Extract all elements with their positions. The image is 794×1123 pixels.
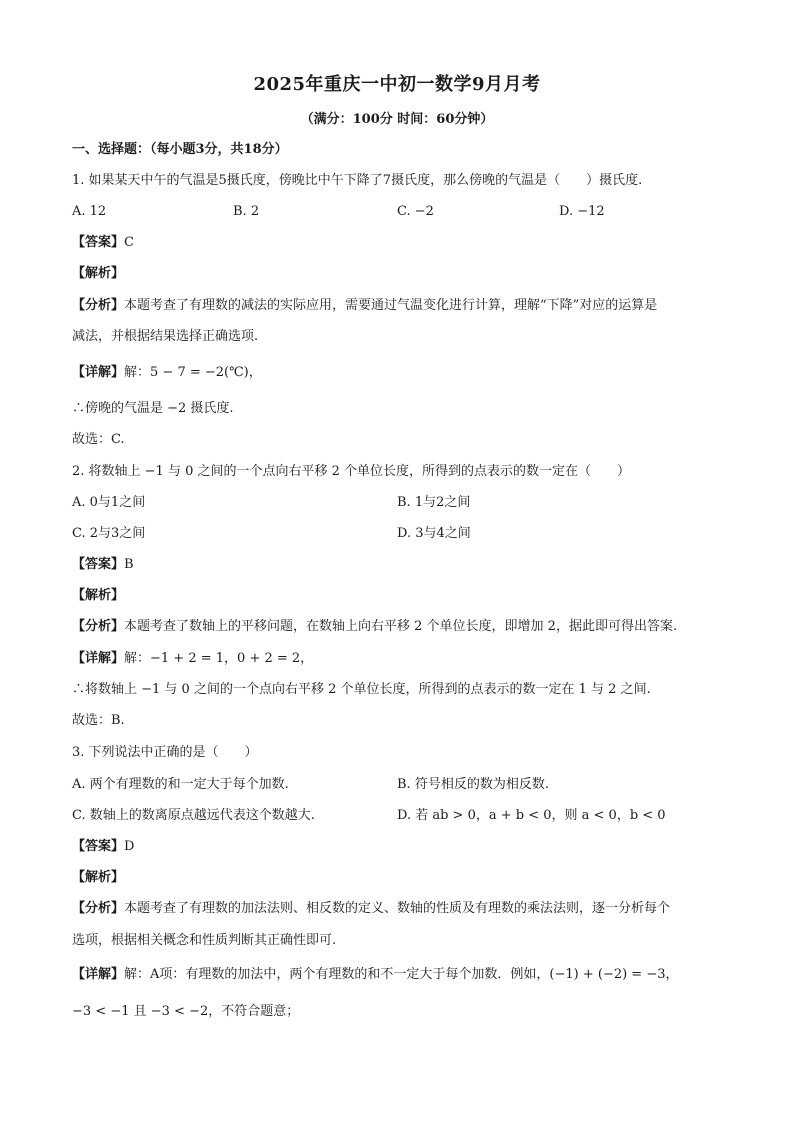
answer-value: B	[124, 557, 134, 572]
q1-option-a: A. 12	[72, 204, 107, 219]
q2-choose: 故选：B.	[72, 713, 125, 728]
page-subtitle: （满分：100分 时间：60分钟）	[300, 112, 494, 127]
q3-option-c: C. 数轴上的数离原点越远代表这个数越大.	[72, 808, 315, 823]
detail-text: 解：−1 + 2 = 1，0 + 2 = 2，	[124, 651, 314, 666]
q1-option-b: B. 2	[233, 204, 260, 219]
q2-fenxi	[72, 618, 677, 636]
q1-option-d: D. −12	[559, 204, 605, 219]
q2-detail-cont: ∴将数轴上 −1 与 0 之间的一个点向右平移 2 个单位长度，所得到的点表示的数一定在 1 与 2 之间.	[72, 682, 651, 697]
answer-value: C	[124, 235, 134, 250]
q3-option-d: D. 若 ab > 0，a + b < 0，则 a < 0，b < 0	[397, 808, 666, 823]
q2-detail	[72, 650, 313, 668]
q1-detail	[72, 364, 262, 382]
detail-tag: 【详解】	[72, 967, 125, 982]
q2-option-b: B. 1与2之间	[397, 495, 471, 510]
q1-fenxi	[72, 297, 657, 315]
q2-stem: 2. 将数轴上 −1 与 0 之间的一个点向右平移 2 个单位长度，所得到的点表示的数一定在（ ）	[72, 464, 631, 479]
detail-text: 解：5 − 7 = −2(℃)，	[124, 365, 262, 380]
q2-answer	[72, 556, 134, 574]
fenxi-text: 本题考查了数轴上的平移问题，在数轴上向右平移 2 个单位长度，即增加 2，据此即可得出答案.	[124, 619, 678, 634]
q3-detail-cont: −3 < −1 且 −3 < −2，不符合题意；	[72, 1004, 300, 1019]
section-heading: 一、选择题：（每小题3分，共18分）	[72, 142, 288, 157]
q3-stem: 3. 下列说法中正确的是（ ）	[72, 745, 258, 760]
page-title: 2025年重庆一中初一数学9月月考	[253, 74, 541, 95]
q2-option-a: A. 0与1之间	[72, 495, 146, 510]
q2-option-c: C. 2与3之间	[72, 526, 146, 541]
q1-detail-cont: ∴傍晚的气温是 −2 摄氏度.	[72, 401, 234, 416]
answer-tag: 【答案】	[72, 839, 125, 854]
q3-detail	[72, 966, 679, 984]
q1-answer	[72, 234, 134, 252]
detail-text: 解：A项：有理数的加法中，两个有理数的和不一定大于每个加数．例如，(−1) + (−2) = −3，	[124, 967, 679, 982]
q3-answer	[72, 838, 134, 856]
fenxi-text: 本题考查了有理数的减法的实际应用，需要通过气温变化进行计算，理解“下降”对应的运算是	[124, 298, 658, 313]
q1-analysis-label: 【解析】	[72, 266, 125, 281]
detail-tag: 【详解】	[72, 651, 125, 666]
fenxi-tag: 【分析】	[72, 901, 125, 916]
answer-value: D	[124, 839, 135, 854]
q3-fenxi	[72, 900, 670, 918]
detail-tag: 【详解】	[72, 365, 125, 380]
fenxi-text: 本题考查了有理数的加法法则、相反数的定义、数轴的性质及有理数的乘法法则，逐一分析每个	[124, 901, 671, 916]
answer-tag: 【答案】	[72, 235, 125, 250]
q2-option-d: D. 3与4之间	[397, 526, 471, 541]
q1-stem: 1. 如果某天中午的气温是5摄氏度，傍晚比中午下降了7摄氏度，那么傍晚的气温是（ ）摄氏度.	[72, 173, 643, 188]
q3-option-a: A. 两个有理数的和一定大于每个加数.	[72, 777, 289, 792]
answer-tag: 【答案】	[72, 557, 125, 572]
q3-analysis-label: 【解析】	[72, 870, 125, 885]
q3-fenxi-cont: 选项，根据相关概念和性质判断其正确性即可.	[72, 933, 337, 948]
q1-fenxi-cont: 减法，并根据结果选择正确选项.	[72, 329, 259, 344]
fenxi-tag: 【分析】	[72, 298, 125, 313]
q1-option-c: C. −2	[397, 204, 434, 219]
q1-choose: 故选：C.	[72, 432, 125, 447]
q3-option-b: B. 符号相反的数为相反数.	[397, 777, 549, 792]
q2-analysis-label: 【解析】	[72, 588, 125, 603]
fenxi-tag: 【分析】	[72, 619, 125, 634]
